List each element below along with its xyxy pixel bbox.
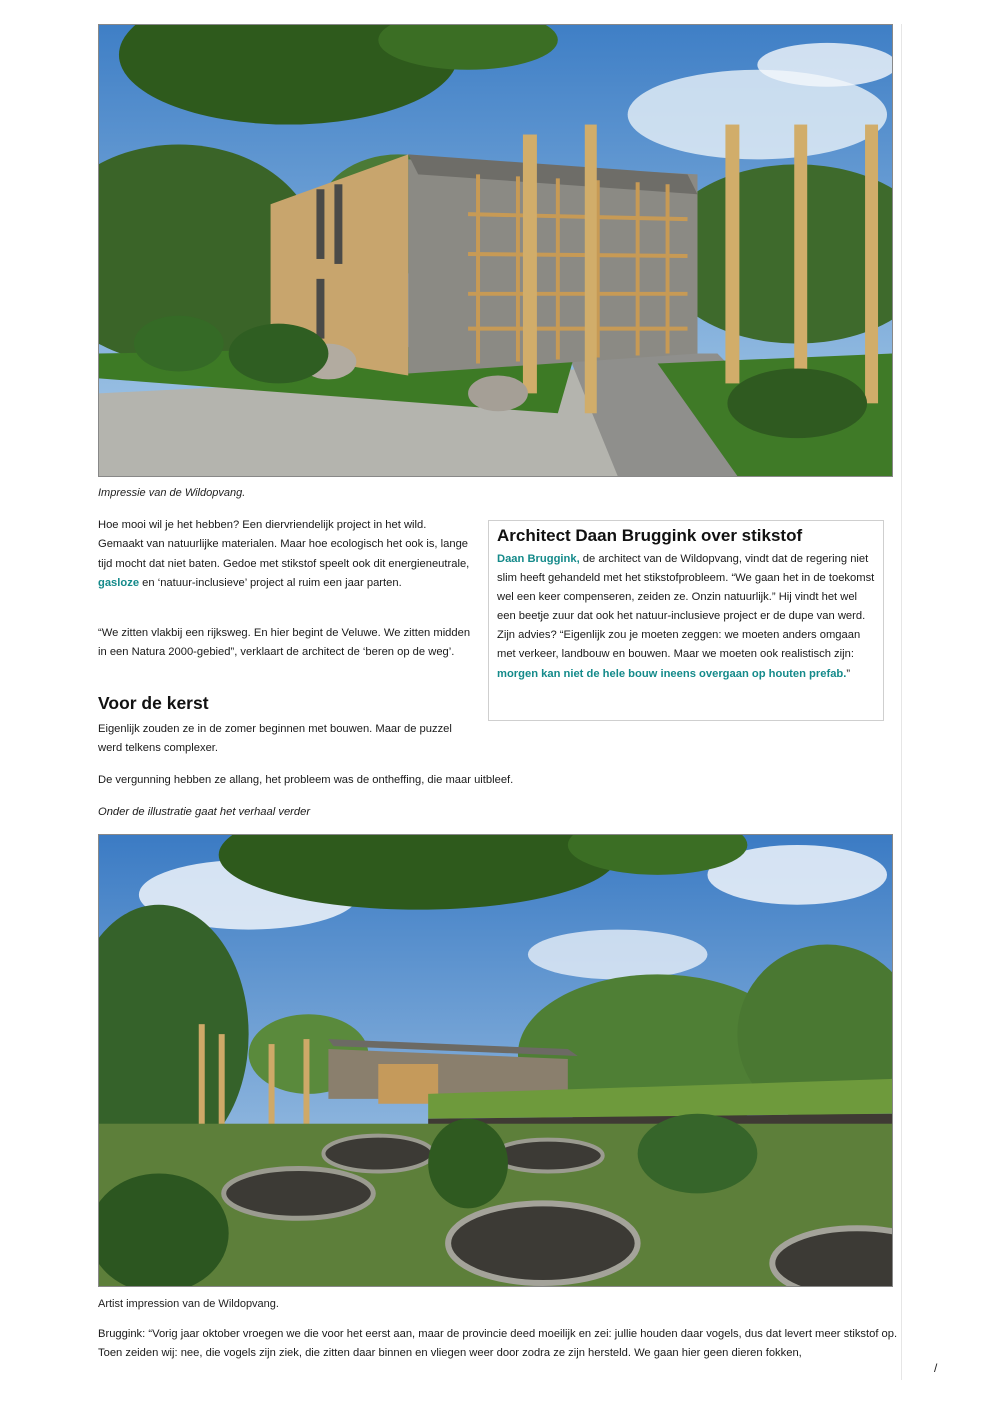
bruggink-paragraph: Bruggink: “Vorig jaar oktober vroegen we die voor het eerst aan, maar de provincie deed moeilijk en zei: jullie houden daar vogels, dus dat levert meer stikstof op. Toen zeiden wij: nee, die vogels zijn ziek, die zitten daar binnen en vliegen weer door zodra ze zijn hersteld. We gaan hier geen dieren fokken,: [98, 1328, 898, 1360]
gasloze-link[interactable]: gasloze: [98, 576, 140, 589]
aside-text: Daan Bruggink, de architect van de Wildopvang, vindt dat de regering niet slim heeft gehandeld met het stikstofprobleem. “We gaan het in de toekomst wel een keer compenseren, zeiden ze. Onzin natuurlijk.” Hij vindt het wel een beetje zuur dat ook het natuur-inclusieve project er de dupe van werd. Zijn advies? “Eigenlijk zou je moeten zeggen: we moeten anders omgaan met verkeer, landbouw en bouwen. Maar we moeten ook realistisch zijn: morgen kan niet de hele bouw ineens overgaan op houten prefab.”: [497, 553, 875, 680]
prefab-quote-link[interactable]: morgen kan niet de hele bouw ineens overgaan op houten prefab.: [497, 667, 847, 680]
aside-title: Architect Daan Bruggink over stikstof: [497, 526, 803, 545]
continued-note: Onder de illustratie gaat het verhaal verder: [98, 806, 311, 818]
intro-paragraph: Hoe mooi wil je het hebben? Een diervriendelijk project in het wild. Gemaakt van natuurlijke materialen. Maar hoe ecologisch het ook is, lange tijd mocht dat niet baten. Gedoe met stikstof speelt ook dit energieneutrale, gasloze en ‘natuur-inclusieve’ project al ruim een jaar parten.: [98, 519, 470, 589]
kerst-paragraph: Eigenlijk zouden ze in de zomer beginnen met bouwen. Maar de puzzel werd telkens complexer.: [98, 723, 452, 755]
image-caption-2: Artist impression van de Wildopvang.: [98, 1298, 279, 1310]
page-edge-line: [901, 24, 902, 1380]
section-heading-voor-de-kerst: Voor de kerst: [98, 693, 209, 713]
wildopvang-impression-image: [98, 24, 893, 477]
daan-bruggink-link[interactable]: Daan Bruggink,: [497, 553, 580, 565]
quote-paragraph: “We zitten vlakbij een rijksweg. En hier begint de Veluwe. We zitten midden in een Natura 2000-gebied”, verklaart de architect de ‘beren op de weg’.: [98, 627, 471, 659]
page-mark: /: [934, 1361, 938, 1375]
architect-aside-box: [488, 520, 884, 721]
vergunning-paragraph: De vergunning hebben ze allang, het probleem was de ontheffing, die maar uitbleef.: [98, 774, 514, 786]
image-caption-1: Impressie van de Wildopvang.: [98, 487, 246, 499]
artist-impression-image: [98, 834, 893, 1287]
